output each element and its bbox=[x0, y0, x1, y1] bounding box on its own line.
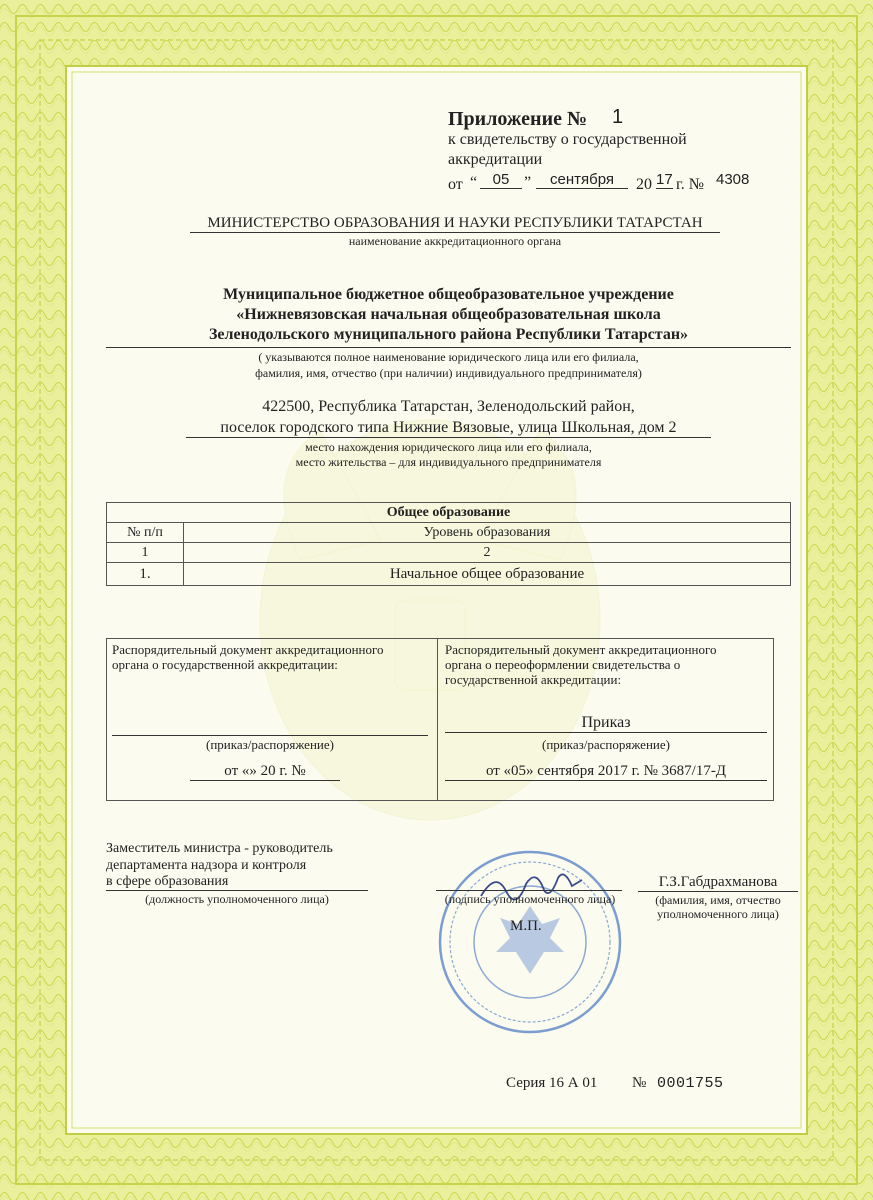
address-caption-2: место жительства – для индивидуального предпринимателя bbox=[295, 455, 602, 469]
column-index-2: 2 bbox=[184, 543, 791, 563]
appendix-quote-close: ” bbox=[524, 174, 532, 191]
right-doc-date: от «05» сентября 2017 г. № 3687/17-Д bbox=[445, 763, 767, 781]
left-doc-underline bbox=[112, 735, 428, 736]
table-row-number: 1. bbox=[107, 563, 184, 586]
left-doc-date: от «» 20 г. № bbox=[190, 763, 340, 781]
seal-place-label: М.П. bbox=[510, 918, 542, 934]
documents-divider bbox=[437, 639, 438, 800]
organization-line-3: Зеленодольского муниципального района Республики Татарстан» bbox=[208, 326, 689, 343]
appendix-day: 05 bbox=[480, 171, 522, 189]
appendix-year-tail: г. № bbox=[676, 176, 705, 193]
right-doc-text-3: государственной аккредитации: bbox=[445, 672, 622, 687]
organization-line-2: «Нижневязовская начальная общеобразовательная школа bbox=[236, 306, 661, 323]
authority-caption: наименование аккредитационного органа bbox=[348, 234, 562, 248]
right-doc-text-1: Распорядительный документ аккредитационного bbox=[445, 642, 717, 657]
column-header-number: № п/п bbox=[107, 523, 184, 543]
education-table-title: Общее образование bbox=[107, 503, 791, 523]
table-row-level: Начальное общее образование bbox=[184, 563, 791, 586]
organization-underline bbox=[106, 347, 791, 348]
sign-underline bbox=[436, 890, 622, 891]
authority-name: МИНИСТЕРСТВО ОБРАЗОВАНИЯ И НАУКИ РЕСПУБЛИКИ ТАТАРСТАН bbox=[190, 215, 720, 233]
appendix-line-2: аккредитации bbox=[448, 151, 543, 168]
appendix-title: Приложение № bbox=[448, 108, 588, 130]
appendix-year-suffix: 17 bbox=[656, 171, 673, 188]
right-doc-text-2: органа о переоформлении свидетельства о bbox=[445, 657, 681, 672]
appendix-date-prefix: от bbox=[448, 176, 463, 193]
appendix-cert-number: 4308 bbox=[716, 171, 750, 188]
address-line-1: 422500, Республика Татарстан, Зеленодольский район, bbox=[262, 398, 635, 415]
signer-name-caption-1: (фамилия, имя, отчество bbox=[655, 893, 781, 907]
organization-caption-1: ( указываются полное наименование юридического лица или его филиала, bbox=[258, 350, 639, 364]
left-doc-caption: (приказ/распоряжение) bbox=[206, 737, 334, 752]
signer-position-caption: (должность уполномоченного лица) bbox=[145, 892, 329, 906]
address-caption-1: место нахождения юридического лица или его филиала, bbox=[305, 440, 592, 454]
right-doc-caption: (приказ/распоряжение) bbox=[542, 737, 670, 752]
series-number: 0001755 bbox=[657, 1075, 724, 1092]
appendix-month: сентября bbox=[536, 171, 628, 189]
signer-name: Г.З.Габдрахманова bbox=[638, 874, 798, 892]
appendix-year-prefix: 20 bbox=[636, 176, 652, 193]
left-doc-text-2: органа о государственной аккредитации: bbox=[112, 657, 338, 672]
right-doc-value: Приказ bbox=[445, 714, 767, 733]
organization-line-1: Муниципальное бюджетное общеобразовательное учреждение bbox=[223, 286, 674, 303]
appendix-line-1: к свидетельству о государственной bbox=[448, 131, 687, 148]
signer-position-line-1: Заместитель министра - руководитель bbox=[106, 841, 333, 856]
signer-position-line-2: департамента надзора и контроля bbox=[106, 858, 307, 873]
left-doc-text-1: Распорядительный документ аккредитационного bbox=[112, 642, 384, 657]
address-line-2: поселок городского типа Нижние Вязовые, улица Школьная, дом 2 bbox=[186, 419, 711, 438]
signer-position-underline bbox=[106, 890, 368, 891]
signer-position-line-3: в сфере образования bbox=[106, 874, 229, 889]
appendix-number: 1 bbox=[612, 106, 624, 128]
series-number-label: № bbox=[632, 1075, 647, 1091]
series-label: Серия 16 А 01 bbox=[506, 1075, 598, 1091]
column-index-1: 1 bbox=[107, 543, 184, 563]
sign-caption: (подпись уполномоченного лица) bbox=[444, 892, 616, 906]
organization-caption-2: фамилия, имя, отчество (при наличии) индивидуального предпринимателя) bbox=[255, 366, 642, 380]
signer-name-caption-2: уполномоченного лица) bbox=[657, 907, 779, 921]
column-header-level: Уровень образования bbox=[184, 523, 791, 543]
appendix-quote-open: “ bbox=[470, 174, 478, 191]
education-table bbox=[106, 502, 791, 586]
